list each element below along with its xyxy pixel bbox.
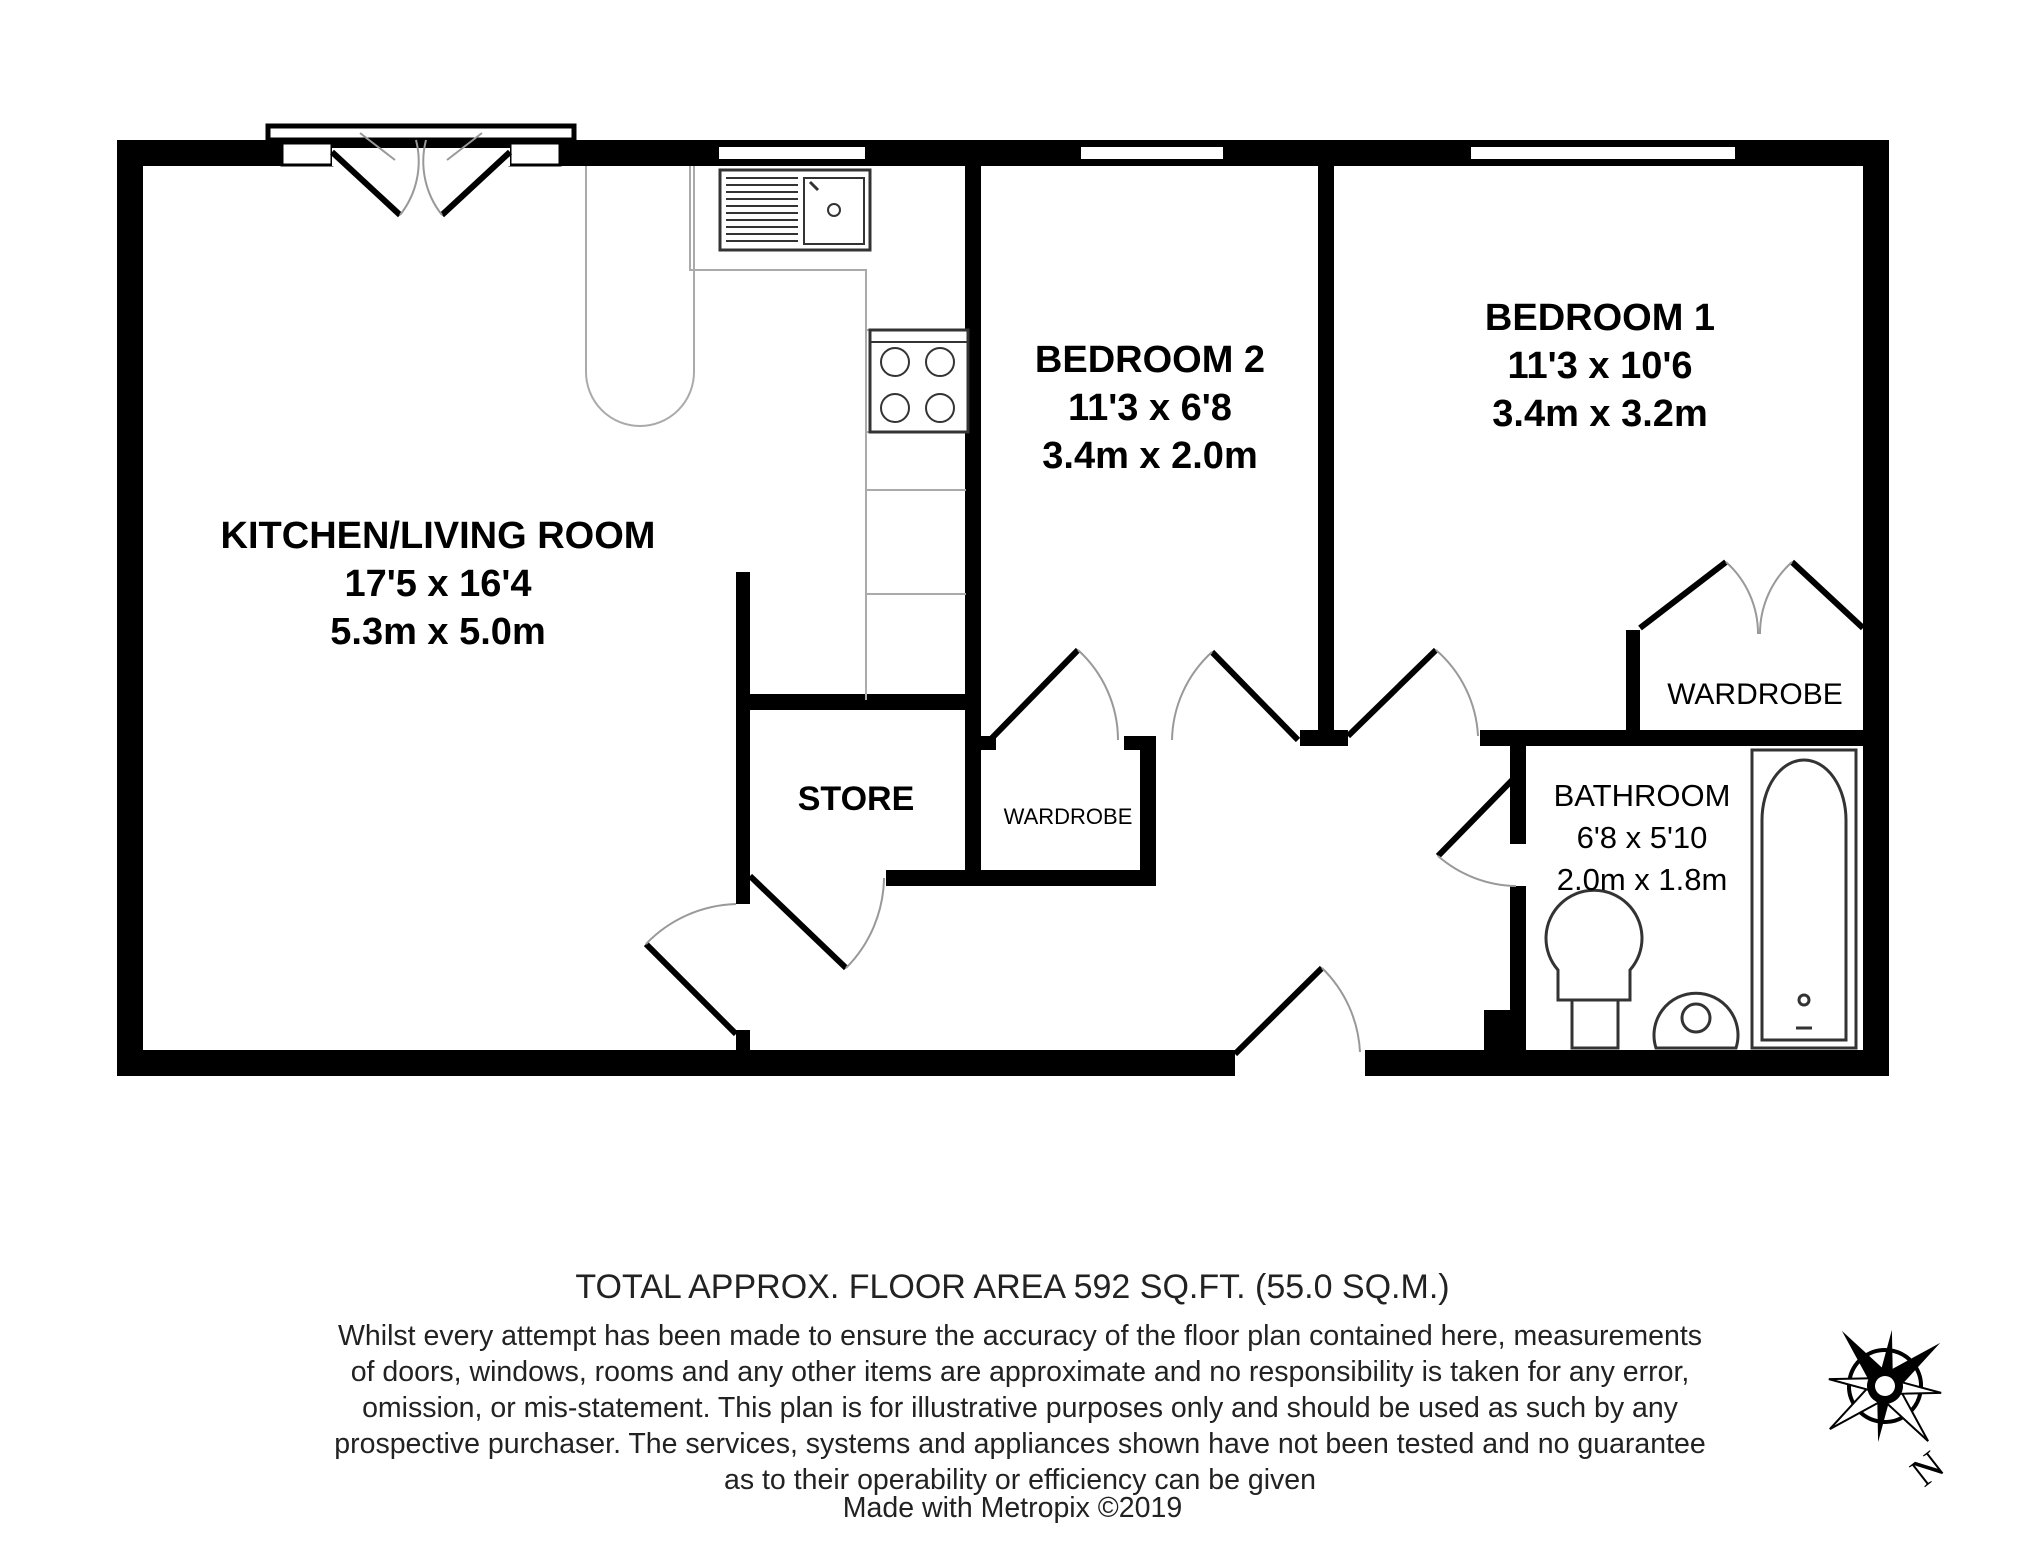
french-doors — [268, 126, 574, 215]
room-labels — [221, 297, 1843, 897]
kitchen-imperial: 17'5 x 16'4 — [344, 563, 532, 605]
bedroom2-name: BEDROOM 2 — [1034, 339, 1266, 381]
bathroom-metric: 2.0m x 1.8m — [1556, 862, 1728, 897]
metropix-credit: Made with Metropix ©2019 — [842, 1492, 1183, 1524]
disclaimer — [230, 1318, 1810, 1498]
disclaimer-line: as to their operability or efficiency can be given — [724, 1464, 1316, 1496]
bedroom1-metric: 3.4m x 3.2m — [1492, 393, 1708, 435]
disclaimer-line: omission, or mis-statement. This plan is for illustrative purposes only and should be used as such by any — [362, 1392, 1678, 1424]
bedroom1-name: BEDROOM 1 — [1484, 297, 1716, 339]
kitchen-metric: 5.3m x 5.0m — [330, 611, 546, 653]
disclaimer-line: of doors, windows, rooms and any other items are approximate and no responsibility is taken for any error, — [350, 1356, 1690, 1388]
bathroom-imperial: 6'8 x 5'10 — [1576, 820, 1708, 855]
bedroom1-imperial: 11'3 x 10'6 — [1507, 345, 1693, 387]
total-floor-area: TOTAL APPROX. FLOOR AREA 592 SQ.FT. (55.0 SQ.M.) — [575, 1268, 1450, 1306]
disclaimer-line: Whilst every attempt has been made to ensure the accuracy of the floor plan contained here, measurements — [338, 1320, 1702, 1352]
bedroom2-imperial: 11'3 x 6'8 — [1068, 387, 1232, 429]
kitchen-name: KITCHEN/LIVING ROOM — [220, 515, 656, 557]
bathroom-name: BATHROOM — [1553, 778, 1731, 813]
kitchen-fixtures — [586, 166, 968, 700]
bedroom2-metric: 3.4m x 2.0m — [1042, 435, 1258, 477]
compass-icon — [1787, 1288, 1984, 1485]
store-name: STORE — [797, 780, 915, 818]
disclaimer-line: prospective purchaser. The services, systems and appliances shown have not been tested and no guarantee — [334, 1428, 1706, 1460]
wardrobe-bed2-label: WARDROBE — [1003, 804, 1133, 829]
toilet-icon — [1546, 890, 1642, 1000]
sink-icon — [720, 170, 870, 250]
compass-label: N — [1901, 1441, 1953, 1496]
wardrobe-bed1-label: WARDROBE — [1667, 678, 1843, 711]
